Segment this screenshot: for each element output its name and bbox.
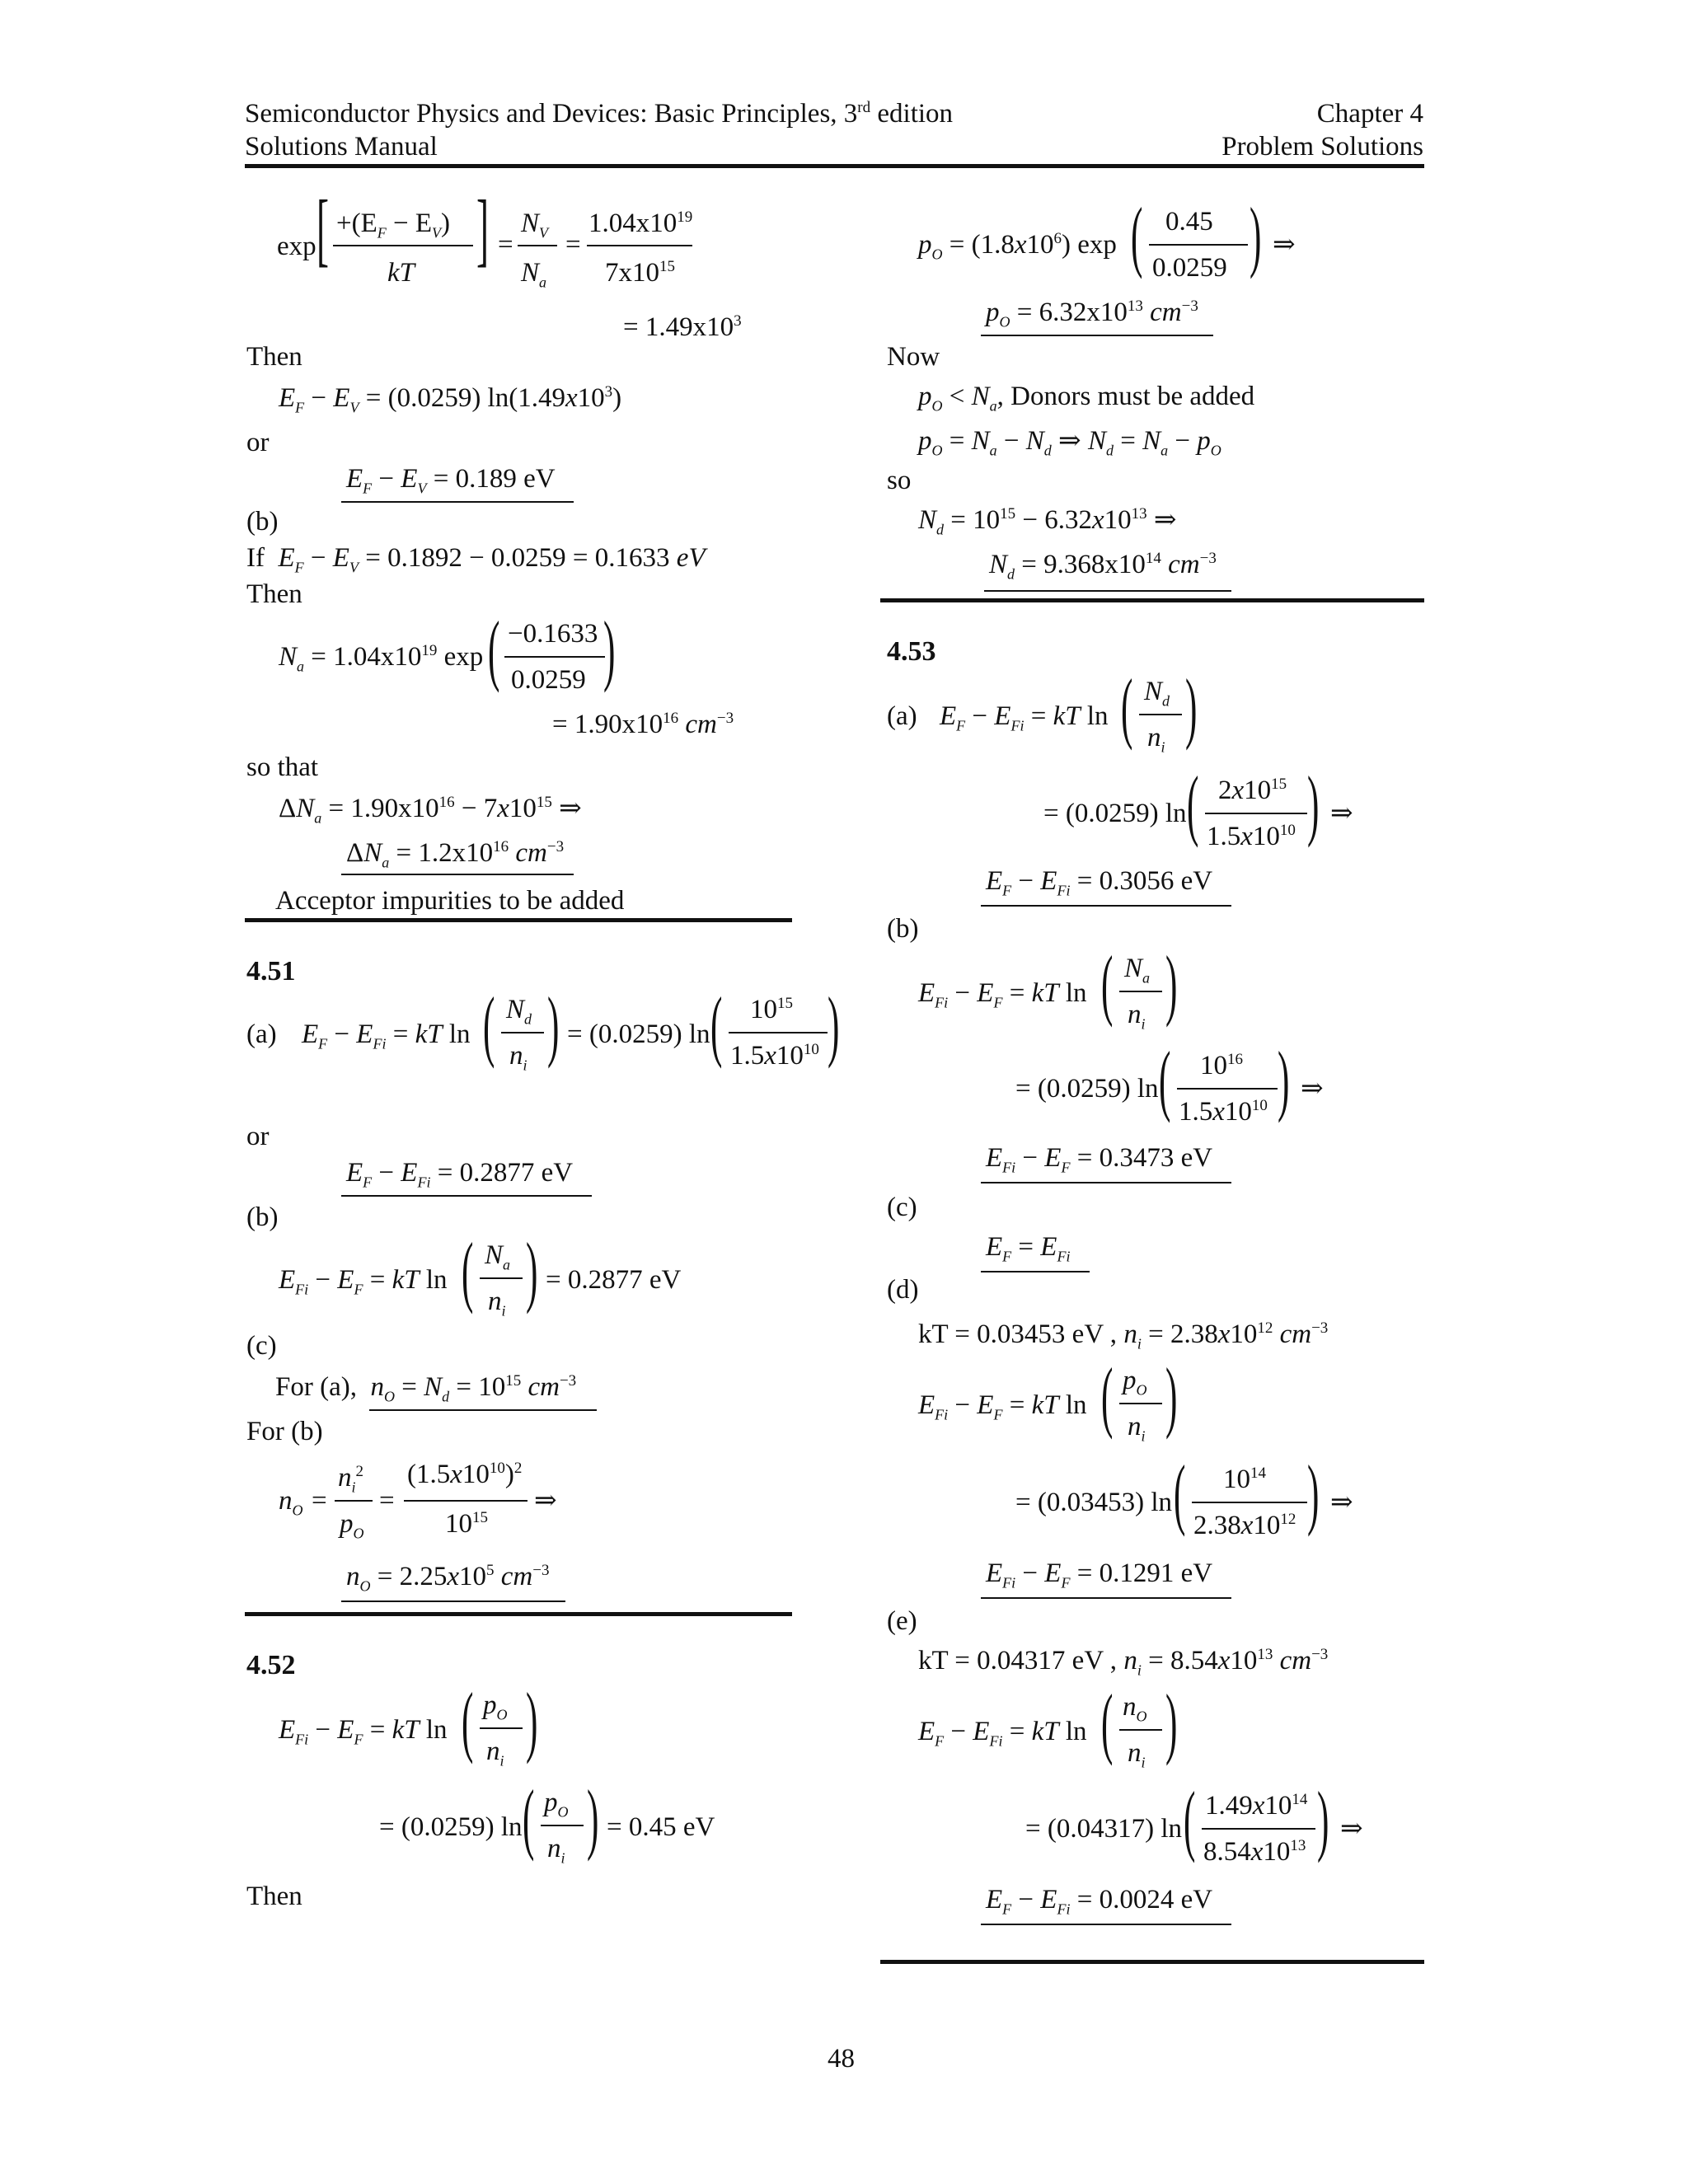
ef-ev-result: $E_F - E_V = 0.189$ eV — [346, 464, 556, 497]
left-bracket: [ — [316, 183, 329, 274]
part-a-label: (a) — [887, 701, 917, 731]
paren-close: ) — [603, 605, 616, 693]
paren-close: ) — [1165, 940, 1178, 1028]
paren-close: ) — [1165, 1678, 1178, 1766]
paren-open: ( — [1101, 940, 1114, 1028]
result-underline — [341, 874, 574, 875]
numerator: $10^{14}$ — [1223, 1465, 1266, 1494]
paren-open: ( — [1184, 1775, 1196, 1863]
nd-symbol: $N_d$ — [506, 995, 532, 1028]
no-symbol: $n_O$ — [1123, 1692, 1147, 1725]
po-ni-bar — [541, 1825, 584, 1826]
text-so-that: so that — [246, 752, 319, 782]
na-symbol: $N_a$ — [1124, 954, 1151, 987]
paren-open: ( — [483, 981, 495, 1069]
paren-close: ) — [1165, 1352, 1178, 1440]
page-number: 48 — [828, 2044, 855, 2074]
delta-na-equation: $\Delta N_a = 1.90x10^{16} - 7x10^{15}$ ⇒ — [279, 794, 582, 827]
delta-na-result: $\Delta N_a = 1.2x10^{16}$ $cm^{-3}$ — [346, 838, 565, 871]
result-underline — [981, 905, 1231, 907]
paren-close: ) — [1307, 760, 1320, 848]
nd-result: $N_d = 9.368x10^{14}$ $cm^{-3}$ — [989, 550, 1217, 583]
ni-symbol: $n_i$ — [1128, 1738, 1146, 1771]
ef-efi-equation: $E_F - E_{Fi}$ = kT ln — [940, 701, 1109, 734]
paren-close: ) — [526, 1226, 538, 1315]
ln-expression: = (0.0259) ln — [1043, 799, 1187, 828]
paren-close: ) — [1250, 191, 1262, 279]
ln-expression: = (0.0259) ln — [567, 1019, 710, 1049]
paren-close: ) — [547, 981, 560, 1069]
nd-ni-bar — [1139, 714, 1182, 715]
denominator: $8.54x10^{13}$ — [1203, 1837, 1306, 1867]
ef-ev-equation: $E_F - E_V = (0.0259)$ $\ln(1.49x10^3)$ — [279, 383, 622, 416]
na-symbol: $N_a$ — [485, 1240, 511, 1273]
paren-open: ( — [1101, 1352, 1114, 1440]
po-symbol: $p_O$ — [483, 1690, 508, 1723]
nv-symbol: $N_V$ — [521, 209, 549, 241]
po-value: $10^{15}$ — [445, 1509, 488, 1539]
na-ni-bar — [480, 1277, 523, 1279]
efi-ef-equation: $E_{Fi} - E_F$ = kT ln — [279, 1715, 448, 1748]
paren-open: ( — [1101, 1678, 1114, 1766]
implies-arrow: ⇒ — [1330, 799, 1353, 828]
result-underline — [981, 1271, 1090, 1272]
efi-ef-equation: $E_{Fi} - E_F$ = kT ln — [279, 1265, 448, 1298]
part-b-label: (b) — [246, 507, 279, 537]
na-exp-numerator: −0.1633 — [508, 619, 598, 649]
nd-ni-bar — [501, 1032, 544, 1033]
numerator: $2x10^{15}$ — [1218, 776, 1287, 805]
part-a-label: (a) — [246, 1019, 277, 1049]
result-underline — [984, 590, 1231, 592]
implies-arrow: ⇒ — [1330, 1488, 1353, 1517]
denominator: $2.38x10^{12}$ — [1193, 1511, 1296, 1540]
value-fraction-bar — [587, 245, 692, 246]
ni-squared-value: $(1.5x10^{10})^2$ — [407, 1460, 523, 1489]
paren-open: ( — [1121, 663, 1133, 751]
problem-4-52-heading: 4.52 — [246, 1650, 296, 1680]
result-underline — [341, 1601, 565, 1602]
ln-expression: = (0.04317) ln — [1025, 1814, 1183, 1844]
ni-symbol: $n_i$ — [1128, 1000, 1146, 1033]
paren-open: ( — [1131, 191, 1143, 279]
po-lt-na: $p_O < N_a$, Donors must be added — [918, 382, 1255, 415]
efi-ef-equation: $E_{Fi} - E_F$ = kT ln — [918, 978, 1087, 1011]
na-ni-bar — [1119, 991, 1162, 992]
paren-open: ( — [1159, 1035, 1171, 1123]
kt-ni-line: kT = 0.03453 eV , $n_i = 2.38x10^{12}$ $cm^{-3}$ — [918, 1319, 1329, 1352]
no-result: $n_O = 2.25x10^5$ $cm^{-3}$ — [346, 1562, 550, 1595]
po-exp-denominator: 0.0259 — [1152, 253, 1227, 283]
denominator-ni: $1.5x10^{10}$ — [730, 1041, 819, 1071]
fraction-bar — [335, 1500, 373, 1502]
kt-ni-line: kT = 0.04317 eV , $n_i = 8.54x10^{13}$ $cm^{-3}$ — [918, 1646, 1329, 1679]
problem-divider — [245, 1612, 792, 1616]
ef-efi-result: $E_F - E_{Fi} = 0.0024$ eV — [986, 1885, 1213, 1918]
eq-sign: = — [312, 1486, 327, 1516]
result-underline — [981, 1924, 1231, 1925]
book-title: Semiconductor Physics and Devices: Basic Principles, 3rd edition — [245, 99, 954, 129]
paren-close: ) — [828, 981, 840, 1069]
fraction-bar — [1192, 1502, 1307, 1503]
part-c-label: (c) — [246, 1331, 277, 1361]
ni-symbol: $n_i$ — [486, 1736, 504, 1769]
part-b-label: (b) — [246, 1202, 279, 1232]
denominator: $1.5x10^{10}$ — [1207, 822, 1296, 851]
po-ni-bar — [480, 1727, 523, 1729]
implies-arrow: ⇒ — [1301, 1074, 1324, 1104]
problem-divider — [880, 598, 1424, 602]
exp-kt: kT — [387, 258, 415, 288]
problem-4-51-heading: 4.51 — [246, 956, 296, 987]
problem-divider — [245, 918, 792, 922]
problem-4-53-heading: 4.53 — [887, 636, 936, 667]
implies-arrow: ⇒ — [1340, 1814, 1363, 1844]
eq-sign: = — [565, 230, 581, 260]
po-symbol: $p_O$ — [340, 1509, 364, 1542]
paren-close: ) — [1185, 663, 1198, 751]
acceptor-note: Acceptor impurities to be added — [275, 886, 625, 916]
po-exp-numerator: 0.45 — [1165, 207, 1213, 237]
fraction-bar — [729, 1032, 828, 1033]
eq-sign: = — [498, 230, 513, 260]
paren-open: ( — [1174, 1449, 1186, 1537]
paren-open: ( — [462, 1676, 474, 1765]
paren-open: ( — [488, 605, 500, 693]
na-exp-denominator: 0.0259 — [511, 665, 586, 695]
result-underline — [981, 1182, 1231, 1183]
fraction-bar — [1177, 1088, 1278, 1090]
nd-equation: $N_d = 10^{15} - 6.32x10^{13}$ ⇒ — [918, 505, 1177, 538]
efi-ef-result: = 0.2877 eV — [546, 1265, 682, 1295]
ni-symbol: $n_i$ — [1128, 1412, 1146, 1445]
na-result: = $1.90x10^{16}$ $cm^{-3}$ — [552, 710, 734, 739]
paren-close: ) — [1317, 1775, 1329, 1863]
paren-open: ( — [523, 1774, 535, 1862]
po-equation: $p_O = (1.8x10^6)$ exp — [918, 230, 1117, 263]
fraction-bar — [1202, 1828, 1315, 1830]
for-b-label: For (b) — [246, 1417, 323, 1446]
part-c-label: (c) — [887, 1193, 917, 1222]
ni-symbol: $n_i$ — [547, 1834, 565, 1867]
nd-symbol: $N_d$ — [1144, 677, 1170, 710]
ni-symbol: $n_i$ — [1147, 723, 1165, 756]
efi-ef-equation: $E_{Fi} - E_F$ = kT ln — [918, 1390, 1087, 1423]
no-ni-bar — [1119, 1729, 1162, 1731]
eq-sign: = — [379, 1486, 395, 1516]
result-underline — [369, 1409, 597, 1411]
result-underline — [981, 335, 1213, 336]
text-or: or — [246, 428, 270, 457]
result-045: = 0.45 eV — [607, 1812, 715, 1842]
ln-expression: = (0.0259) ln — [379, 1812, 523, 1842]
ef-efi-equation: $E_F - E_{Fi}$ = kT ln — [302, 1019, 471, 1052]
manual-label: Solutions Manual — [245, 132, 438, 162]
po-symbol: $p_O$ — [544, 1788, 569, 1821]
paren-open: ( — [462, 1226, 474, 1315]
paren-open: ( — [1187, 760, 1199, 848]
numerator: $10^{16}$ — [1200, 1051, 1243, 1080]
part-e-label: (e) — [887, 1606, 917, 1636]
paren-close: ) — [587, 1774, 599, 1862]
numerator-1e15: $10^{15}$ — [750, 995, 793, 1024]
if-equation: If $E_F - E_V = 0.1892 - 0.0259 = 0.1633$ eV — [246, 543, 706, 576]
ef-efi-result: $E_F - E_{Fi} = 0.3056$ eV — [986, 866, 1213, 899]
result-underline — [981, 1597, 1231, 1599]
section-label: Problem Solutions — [1221, 132, 1423, 162]
numerator: $1.49x10^{14}$ — [1205, 1791, 1308, 1821]
text-then: Then — [246, 579, 302, 609]
text-then: Then — [246, 342, 302, 372]
for-a-line: For (a), $n_O = N_d = 10^{15}$ $cm^{-3}$ — [275, 1372, 577, 1405]
ef-efi-equation: $E_F - E_{Fi}$ = kT ln — [918, 1717, 1087, 1750]
na-equation: $N_a = 1.04x10^{19}$ exp — [279, 642, 484, 675]
fraction-bar — [404, 1500, 528, 1502]
exp-numerator: $+(E_F - E_V)$ — [336, 209, 451, 241]
result-underline — [341, 501, 574, 503]
chapter-label: Chapter 4 — [1316, 99, 1423, 129]
implies-arrow: ⇒ — [1273, 230, 1296, 260]
right-bracket: ] — [476, 183, 489, 274]
po-ni-bar — [1119, 1403, 1162, 1404]
ni-squared: $n_i^2$ — [338, 1463, 364, 1496]
efi-ef-result: $E_{Fi} - E_F = 0.1291$ eV — [986, 1558, 1213, 1591]
paren-open: ( — [710, 981, 723, 1069]
ni-symbol: $n_i$ — [488, 1286, 506, 1319]
implies-arrow: ⇒ — [534, 1486, 557, 1516]
part-d-label: (d) — [887, 1275, 919, 1305]
result-underline — [341, 1195, 592, 1197]
nv-na-bar — [518, 245, 557, 246]
na-value: $7x10^{15}$ — [605, 258, 675, 288]
problem-divider — [880, 1960, 1424, 1964]
po-relation: $p_O = N_a - N_d$ ⇒ $N_d = N_a - p_O$ — [918, 426, 1221, 459]
denominator: $1.5x10^{10}$ — [1179, 1097, 1268, 1127]
po-result: $p_O = 6.32x10^{13}$ $cm^{-3}$ — [986, 298, 1198, 330]
paren-close: ) — [1307, 1449, 1320, 1537]
text-or: or — [246, 1122, 270, 1151]
paren-close: ) — [1278, 1035, 1290, 1123]
na-symbol: $N_a$ — [521, 258, 547, 291]
part-b-label: (b) — [887, 914, 919, 944]
text-so: so — [887, 466, 912, 495]
exp-word: exp — [277, 232, 316, 261]
paren-close: ) — [526, 1676, 538, 1765]
ln-expression: = (0.0259) ln — [1015, 1074, 1159, 1104]
ef-efi-result: $E_F - E_{Fi} = 0.2877$ eV — [346, 1158, 574, 1191]
exp-fraction-bar — [333, 245, 473, 246]
exp-result: = $1.49x10^3$ — [623, 312, 742, 342]
po-symbol: $p_O$ — [1123, 1366, 1147, 1399]
na-exp-bar — [504, 656, 605, 658]
text-then: Then — [246, 1882, 302, 1911]
header-rule — [245, 164, 1424, 168]
efi-ef-result: $E_{Fi} - E_F = 0.3473$ eV — [986, 1143, 1213, 1176]
no-symbol: $n_O$ — [279, 1486, 303, 1519]
text-now: Now — [887, 342, 940, 372]
fraction-bar — [1149, 244, 1248, 246]
ef-eq-efi: $E_F = E_{Fi}$ — [986, 1232, 1071, 1265]
ni-symbol: $n_i$ — [509, 1041, 528, 1074]
nv-value: $1.04x10^{19}$ — [588, 209, 693, 238]
ln-expression: = (0.03453) ln — [1015, 1488, 1173, 1517]
fraction-bar — [1205, 813, 1307, 814]
